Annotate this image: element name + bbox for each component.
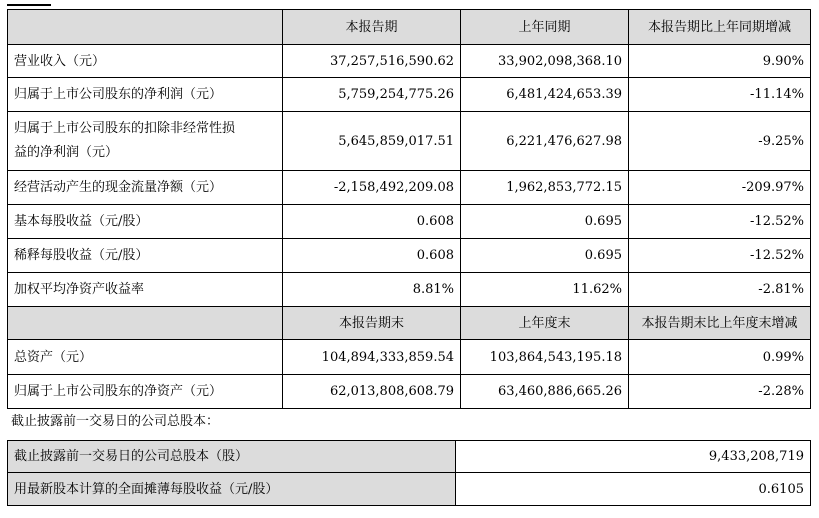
table-row — [8, 78, 811, 112]
row-label: 用最新股本计算的全面摊薄每股收益（元/股） — [8, 473, 456, 506]
row-label: 加权平均净资产收益率 — [8, 273, 283, 307]
current-value: -2,158,492,209.08 — [283, 171, 461, 205]
current-value: 62,013,808,608.79 — [283, 375, 461, 409]
row-label-line1: 归属于上市公司股东的扣除非经常性损 — [14, 121, 236, 136]
share-capital-note: 截止披露前一交易日的公司总股本： — [11, 414, 220, 429]
prior-value: 103,864,543,195.18 — [461, 340, 629, 375]
prior-value: 0.695 — [461, 205, 629, 239]
current-value: 8.81% — [283, 273, 461, 307]
table-row — [8, 239, 811, 273]
header-change-vs-year-end: 本报告期末比上年度末增减 — [629, 307, 811, 340]
row-label: 截止披露前一交易日的公司总股本（股） — [8, 441, 456, 473]
prior-value: 6,221,476,627.98 — [461, 112, 629, 171]
header-current-period: 本报告期 — [283, 10, 461, 45]
current-value: 5,645,859,017.51 — [283, 112, 461, 171]
table-row — [8, 473, 811, 506]
subheader-blank-cell — [8, 307, 283, 340]
prior-value: 11.62% — [461, 273, 629, 307]
current-value: 37,257,516,590.62 — [283, 45, 461, 78]
change-value: -12.52% — [629, 239, 811, 273]
row-label-line2: 益的净利润（元） — [14, 145, 119, 160]
table-row — [8, 340, 811, 375]
change-value: -2.28% — [629, 375, 811, 409]
row-label — [8, 112, 283, 171]
table-subheader-row — [8, 307, 811, 340]
cut-off-heading-fragment — [7, 0, 67, 9]
row-label: 稀释每股收益（元/股） — [8, 239, 283, 273]
table-row — [8, 45, 811, 78]
change-value: -9.25% — [629, 112, 811, 171]
share-value: 0.6105 — [456, 473, 811, 506]
change-value: 9.90% — [629, 45, 811, 78]
table-row — [8, 171, 811, 205]
prior-value: 1,962,853,772.15 — [461, 171, 629, 205]
change-value: -209.97% — [629, 171, 811, 205]
current-value: 104,894,333,859.54 — [283, 340, 461, 375]
table-row — [8, 441, 811, 473]
change-value: -11.14% — [629, 78, 811, 112]
row-label: 总资产（元） — [8, 340, 283, 375]
prior-value: 0.695 — [461, 239, 629, 273]
change-value: -12.52% — [629, 205, 811, 239]
share-capital-table — [7, 440, 811, 506]
table-row — [8, 375, 811, 409]
prior-value: 6,481,424,653.39 — [461, 78, 629, 112]
table-row — [8, 112, 811, 171]
row-label: 归属于上市公司股东的净资产（元） — [8, 375, 283, 409]
share-value: 9,433,208,719 — [456, 441, 811, 473]
header-change: 本报告期比上年同期增减 — [629, 10, 811, 45]
change-value: -2.81% — [629, 273, 811, 307]
header-prior-year-end: 上年度末 — [461, 307, 629, 340]
header-prior-period: 上年同期 — [461, 10, 629, 45]
current-value: 5,759,254,775.26 — [283, 78, 461, 112]
table-row — [8, 273, 811, 307]
header-period-end: 本报告期末 — [283, 307, 461, 340]
table-row — [8, 205, 811, 239]
financial-data-table — [7, 9, 811, 409]
prior-value: 63,460,886,665.26 — [461, 375, 629, 409]
current-value: 0.608 — [283, 205, 461, 239]
table-header-row — [8, 10, 811, 45]
row-label: 营业收入（元） — [8, 45, 283, 78]
header-blank-cell — [8, 10, 283, 45]
current-value: 0.608 — [283, 239, 461, 273]
row-label: 经营活动产生的现金流量净额（元） — [8, 171, 283, 205]
prior-value: 33,902,098,368.10 — [461, 45, 629, 78]
change-value: 0.99% — [629, 340, 811, 375]
row-label: 归属于上市公司股东的净利润（元） — [8, 78, 283, 112]
row-label: 基本每股收益（元/股） — [8, 205, 283, 239]
